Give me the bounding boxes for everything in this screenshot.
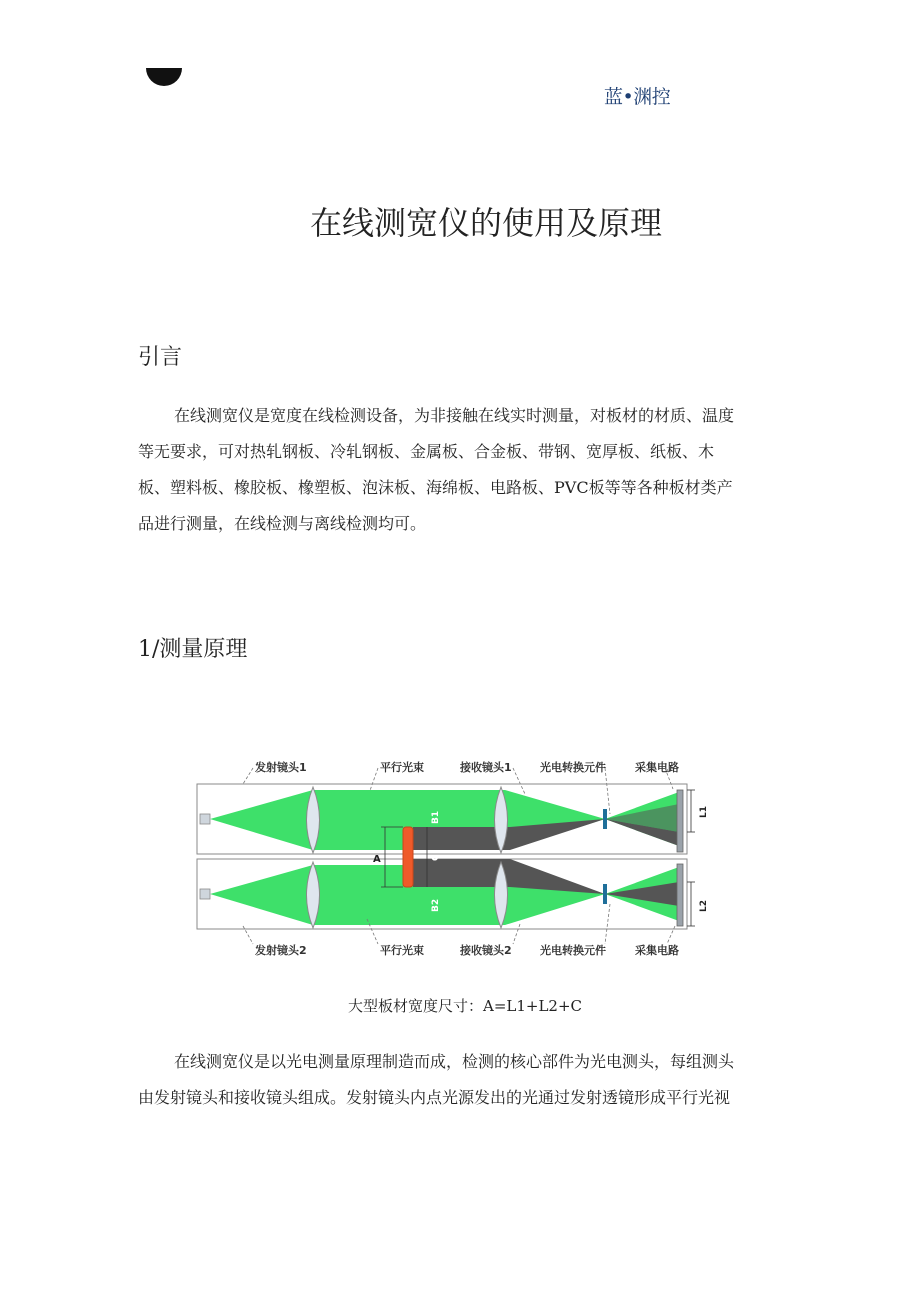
label-emitter-lens-1: 发射镜头1: [255, 761, 307, 774]
label-photoelectric-top: 光电转换元件: [540, 761, 606, 774]
principle-paragraph: [138, 1044, 770, 1116]
paragraph-line: 板、塑料板、橡胶板、橡塑板、泡沫板、海绵板、电路板、PVC板等等各种板材类产: [138, 478, 733, 497]
paragraph-line: 品进行测量，在线检测与离线检测均可。: [138, 514, 427, 533]
document-title: 在线测宽仪的使用及原理: [309, 204, 662, 242]
dim-label-c: C: [431, 854, 441, 861]
brand-name: 蓝•渊控: [604, 86, 671, 108]
dim-label-a: A: [373, 854, 381, 865]
label-emitter-lens-2: 发射镜头2: [255, 944, 307, 957]
label-parallel-beam-bottom: 平行光束: [380, 944, 424, 957]
label-receiver-lens-2: 接收镜头2: [460, 944, 512, 957]
dim-label-b1: B1: [431, 810, 441, 824]
paragraph-line: 由发射镜头和接收镜头组成。发射镜头内点光源发出的光通过发射透镜形成平行光视: [138, 1088, 731, 1107]
dim-label-b2: B2: [431, 898, 441, 912]
label-parallel-beam-top: 平行光束: [380, 761, 424, 774]
label-photoelectric-bottom: 光电转换元件: [540, 944, 606, 957]
intro-paragraph: [138, 398, 770, 542]
label-acquisition-top: 采集电路: [635, 761, 679, 774]
dim-label-l1: L1: [699, 806, 709, 818]
figure-caption: 大型板材宽度尺寸：A=L1+L2+C: [347, 997, 583, 1015]
brand-logo-icon: [145, 50, 183, 88]
label-acquisition-bottom: 采集电路: [635, 944, 679, 957]
label-receiver-lens-1: 接收镜头1: [460, 761, 512, 774]
measurement-principle-diagram: [195, 754, 725, 964]
dim-label-l2: L2: [699, 900, 709, 912]
section-heading-principle: 1/测量原理: [138, 637, 248, 662]
paragraph-line: 在线测宽仪是宽度在线检测设备，为非接触在线实时测量，对板材的材质、温度: [174, 406, 735, 425]
paragraph-line: 等无要求，可对热轧钢板、冷轧钢板、金属板、合金板、带钢、宽厚板、纸板、木: [138, 442, 715, 461]
section-heading-intro: 引言: [138, 345, 183, 370]
paragraph-line: 在线测宽仪是以光电测量原理制造而成，检测的核心部件为光电测头，每组测头: [174, 1052, 735, 1071]
